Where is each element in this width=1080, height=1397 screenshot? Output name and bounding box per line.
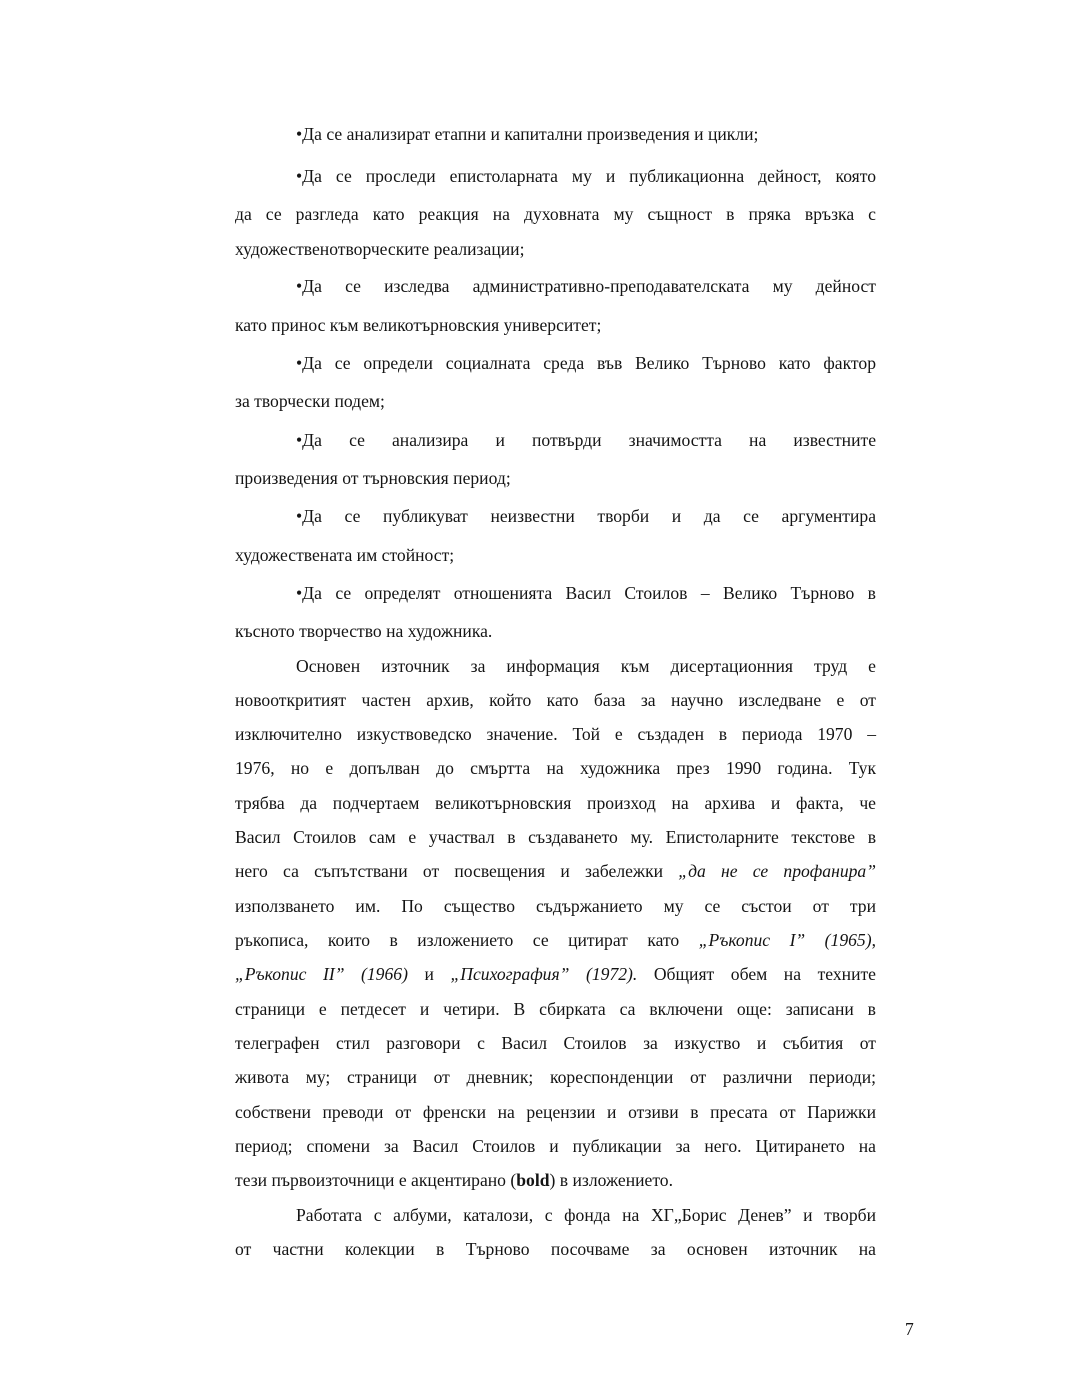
text-run: ръкописа, които в изложението се цитират като [235, 930, 699, 950]
text-line: 1976, но е допълван до смъртта на художника през 1990 година. Тук [235, 758, 876, 778]
text-line: за творчески подем; [235, 391, 385, 411]
italic-title: „Ръкопис II” (1966) [235, 964, 408, 984]
text-line [235, 1169, 876, 1191]
text-line: художественотворческите реализации; [235, 239, 525, 259]
text-line: използването им. По същество съдържанието му се състои от три [235, 896, 876, 916]
text-run: тези първоизточници е акцентирано ( [235, 1170, 517, 1190]
text-line: живота му; страници от дневник; кореспонденции от различни периоди; [235, 1067, 876, 1087]
text-line: период; спомени за Васил Стоилов и публикации за него. Цитирането на [235, 1136, 876, 1156]
text-run: Общият обем на техните [637, 964, 876, 984]
text-line: да се разгледа като реакция на духовната му същност в пряка връзка с [235, 204, 876, 224]
text-line: •Да се определят отношенията Васил Стоилов – Велико Търново в [296, 583, 876, 603]
text-run: , [871, 930, 876, 950]
text-line: страници е петдесет и четири. В сбирката са включени още: записани в [235, 999, 876, 1019]
text-line: Основен източник за информация към дисертационния труд е [296, 656, 876, 676]
text-run: ) в изложението. [549, 1170, 673, 1190]
text-line: •Да се публикуват неизвестни творби и да се аргументира [296, 506, 876, 526]
text-line: изключително изкуствоведско значение. Той е създаден в периода 1970 – [235, 724, 876, 744]
text-line: •Да се изследва административно-преподавателската му дейност [296, 276, 876, 296]
text-run: и [407, 964, 451, 984]
bold-word: bold [516, 1170, 550, 1190]
text-line: късното творчество на художника. [235, 621, 493, 641]
text-line: новооткритият частен архив, който като база за научно изследване е от [235, 690, 876, 710]
italic-title: „Ръкопис I” (1965) [698, 930, 872, 950]
text-line: телеграфен стил разговори с Васил Стоилов за изкуство и събития от [235, 1033, 876, 1053]
text-line: собствени преводи от френски на рецензии и отзиви в пресата от Парижки [235, 1102, 876, 1122]
text-line [235, 860, 876, 882]
text-line: трябва да подчертаем великотърновския произход на архива и факта, че [235, 793, 876, 813]
text-line: от частни колекции в Търново посочваме за основен източник на [235, 1239, 876, 1259]
text-run: него са съпътствани от посвещения и забележки [235, 861, 679, 881]
text-line: •Да се определи социалната среда във Велико Търново като фактор [296, 353, 876, 373]
text-line [235, 929, 876, 951]
text-line: •Да се анализират етапни и капитални произведения и цикли; [296, 124, 759, 144]
text-line: Васил Стоилов сам е участвал в създаването му. Епистоларните текстове в [235, 827, 876, 847]
text-line: произведения от търновския период; [235, 468, 511, 488]
italic-title: „Психография” (1972). [450, 964, 638, 984]
text-line: •Да се анализира и потвърди значимостта на известните [296, 430, 876, 450]
text-line: като принос към великотърновския университет; [235, 315, 602, 335]
page-number: 7 [905, 1319, 914, 1339]
text-line: художествената им стойност; [235, 545, 455, 565]
text-line [235, 963, 876, 985]
italic-quote: „да не се профанира” [678, 861, 876, 881]
text-line: •Да се проследи епистоларната му и публикационна дейност, която [296, 166, 876, 186]
text-line: Работата с албуми, каталози, с фонда на ХГ„Борис Денев” и творби [296, 1205, 876, 1225]
